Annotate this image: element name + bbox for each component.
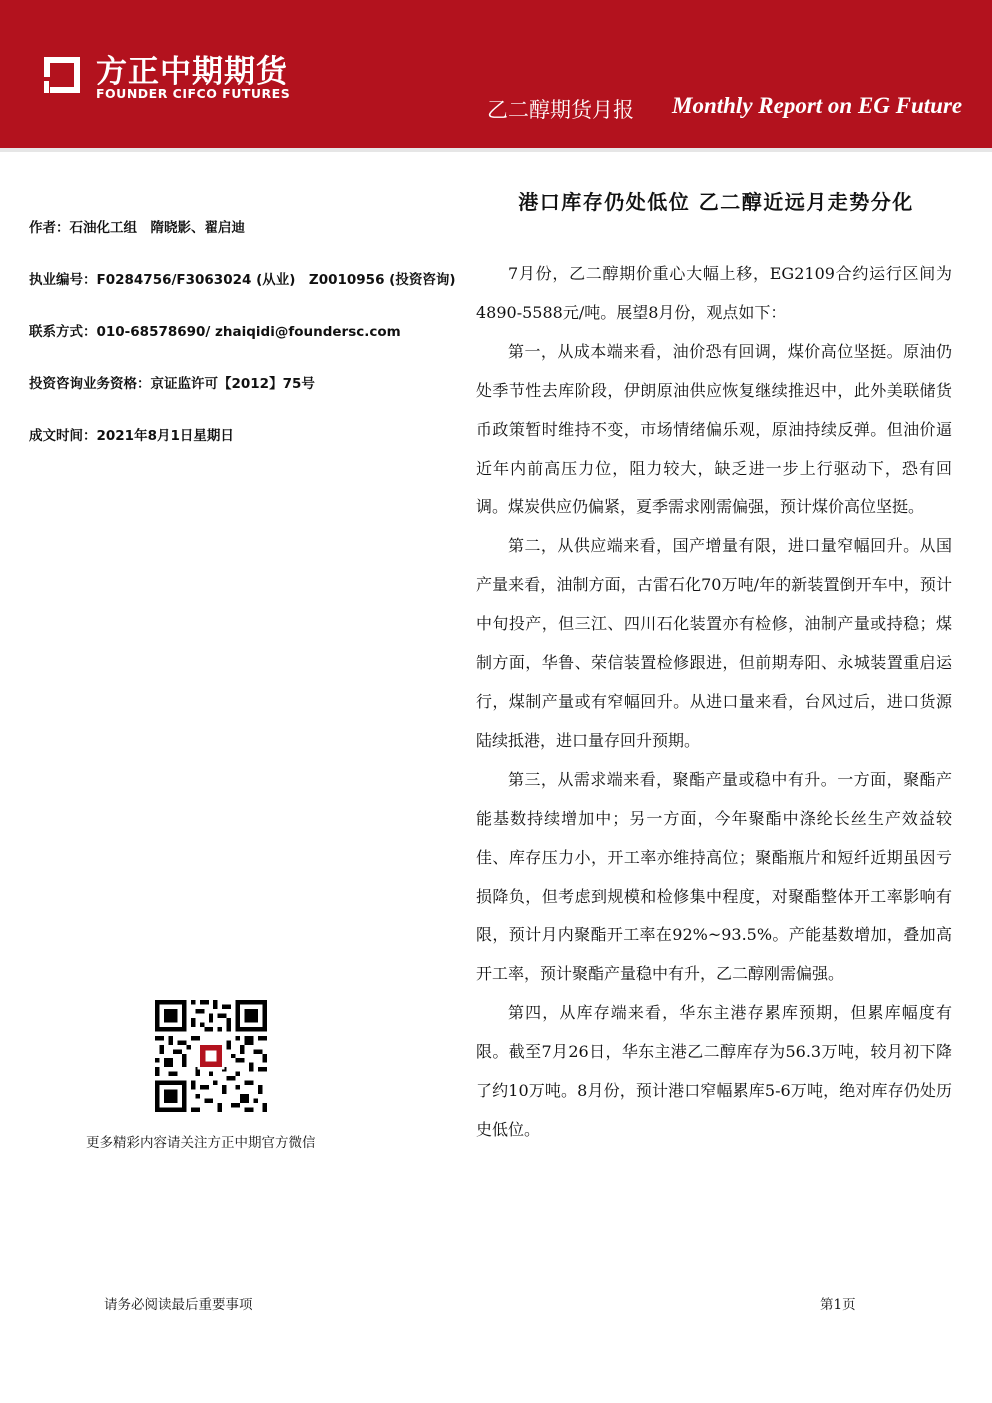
paragraph: 7月份，乙二醇期价重心大幅上移，EG2109合约运行区间为4890-5588元/吨。展望8月份，观点如下： xyxy=(476,264,952,322)
article-title: 港口库存仍处低位 乙二醇近远月走势分化 xyxy=(518,190,914,214)
report-header xyxy=(0,0,992,152)
footer-notice: 请务必阅读最后重要事项 xyxy=(104,1297,253,1313)
date-line: 成文时间：2021年8月1日星期日 xyxy=(29,428,234,444)
paragraph: 第三，从需求端来看，聚酯产量或稳中有升。一方面，聚酯产能基数持续增加中；另一方面，今年聚酯中涤纶长丝生产效益较佳、库存压力小，开工率亦维持高位；聚酯瓶片和短纤近期虽因亏损降负，但考虑到规模和检修集中程度，对聚酯整体开工率影响有限，预计月内聚酯开工率在92%~93.5%。产能基数增加，叠加高开工率，预计聚酯产量稳中有升，乙二醇刚需偏强。 xyxy=(476,769,952,984)
paragraph: 第二，从供应端来看，国产增量有限，进口量窄幅回升。从国产量来看，油制方面，古雷石化70万吨/年的新装置倒开车中，预计中旬投产，但三江、四川石化装置亦有检修，油制产量或持稳；煤制方面，华鲁、荣信装置检修跟进，但前期寿阳、永城装置重启运行，煤制产量或有窄幅回升。从进口量来看，台风过后，进口货源陆续抵港，进口量存回升预期。 xyxy=(476,536,952,750)
license-line: 执业编号：F0284756/F3063024 (从业) Z0010956 (投资咨询) xyxy=(29,272,456,288)
report-title-cn: 乙二醇期货月报 xyxy=(487,98,634,122)
page-number: 第1页 xyxy=(820,1297,856,1313)
author-info xyxy=(29,216,456,476)
qr-caption: 更多精彩内容请关注方正中期官方微信 xyxy=(86,1135,316,1151)
paragraph: 第一，从成本端来看，油价恐有回调，煤价高位坚挺。原油仍处季节性去库阶段，伊朗原油供应恢复继续推迟中，此外美联储货币政策暂时维持不变，市场情绪偏乐观，原油持续反弹。但油价逼近年内前高压力位，阻力较大，缺乏进一步上行驱动下，恐有回调。煤炭供应仍偏紧，夏季需求刚需偏强，预计煤价高位坚挺。 xyxy=(476,341,952,517)
company-name-cn: 方正中期期货 xyxy=(96,54,288,90)
company-name-en: FOUNDER CIFCO FUTURES xyxy=(96,86,291,101)
report-title-en: Monthly Report on EG Future xyxy=(672,93,963,118)
article-body xyxy=(476,255,952,1150)
author-line: 作者：石油化工组 隋晓影、翟启迪 xyxy=(29,220,245,236)
wechat-qr-code xyxy=(155,1000,267,1112)
company-logo-icon xyxy=(40,53,84,97)
paragraph: 第四，从库存端来看，华东主港存累库预期，但累库幅度有限。截至7月26日，华东主港乙二醇库存为56.3万吨，较月初下降了约10万吨。8月份，预计港口窄幅累库5-6万吨，绝对库存仍处历史低位。 xyxy=(476,1003,952,1139)
qualification-line: 投资咨询业务资格：京证监许可【2012】75号 xyxy=(29,376,315,392)
contact-line: 联系方式：010-68578690/ zhaiqidi@foundersc.com xyxy=(29,324,401,340)
